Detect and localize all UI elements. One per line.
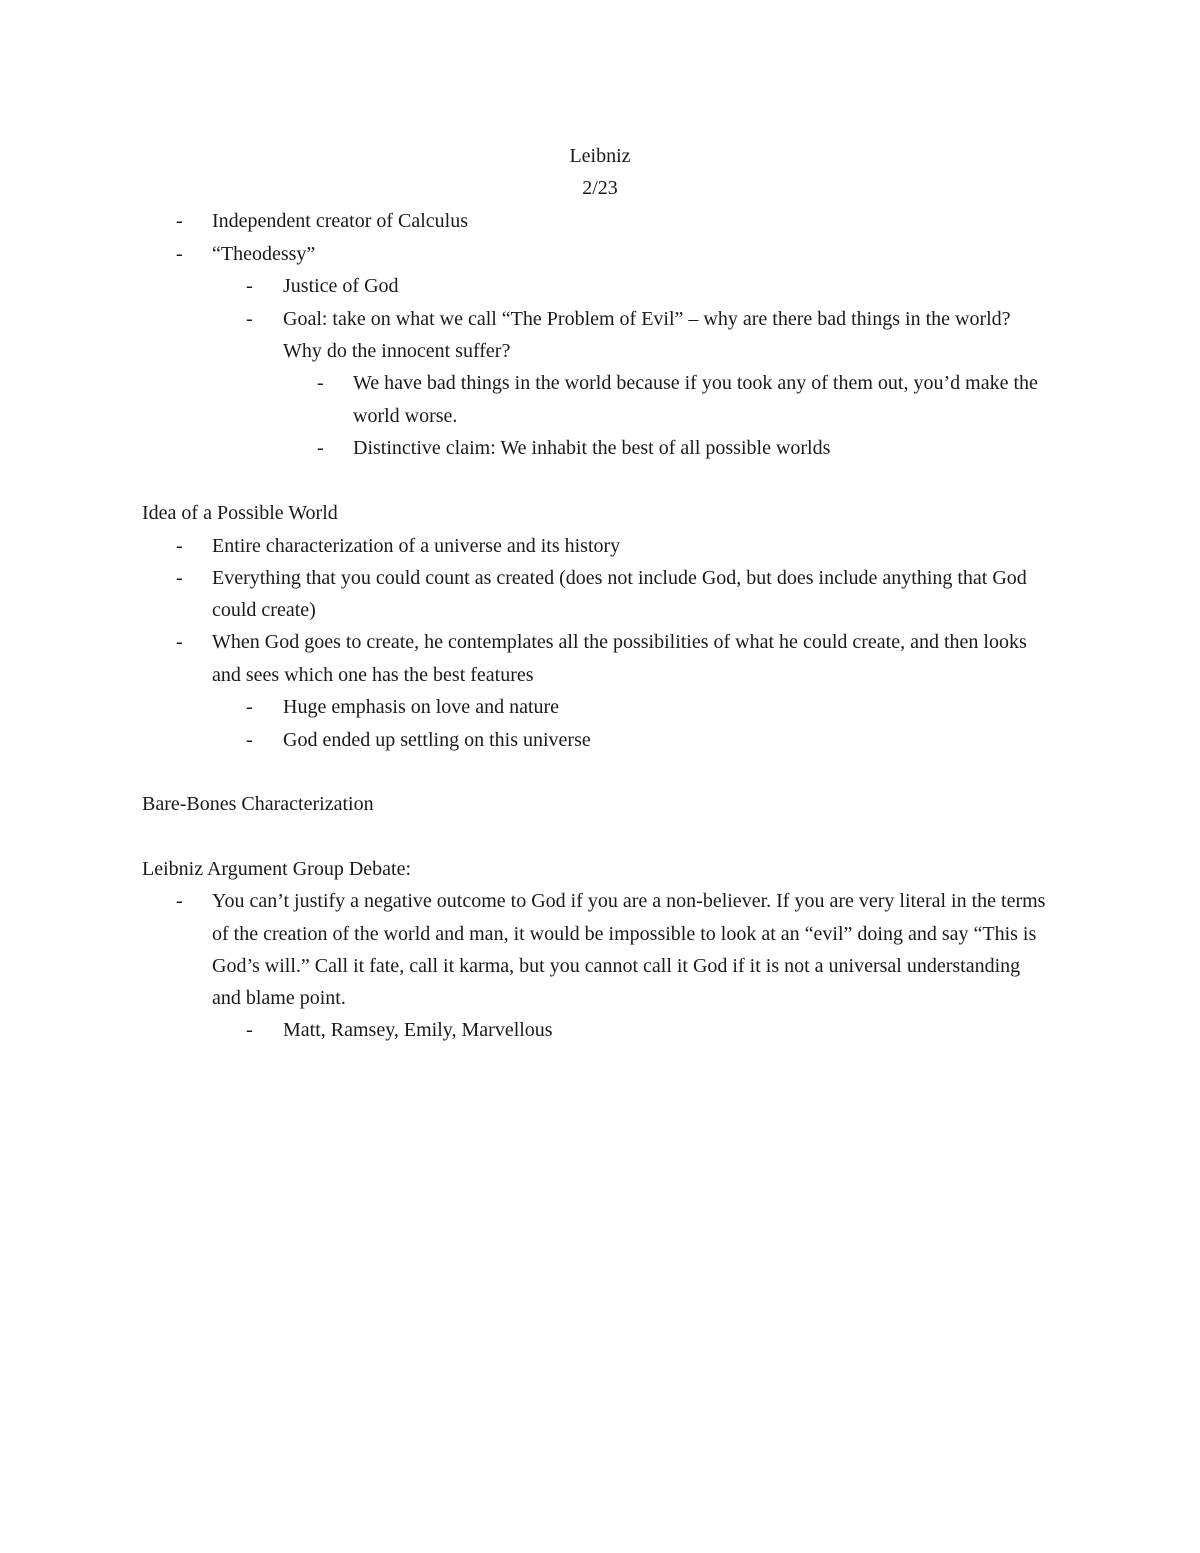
- bullet-dash: -: [246, 696, 253, 718]
- bullet-dash: -: [176, 243, 183, 265]
- bullet-dash: -: [317, 372, 324, 394]
- bullet-dash: -: [246, 308, 253, 330]
- bullet-dash: -: [176, 535, 183, 557]
- list-item: Distinctive claim: We inhabit the best of all possible worlds: [353, 437, 831, 459]
- bullet-dash: -: [317, 437, 324, 459]
- list-item: “Theodessy”: [212, 243, 316, 265]
- list-item-continuation: could create): [212, 599, 316, 621]
- bullet-dash: -: [176, 890, 183, 912]
- list-item: Huge emphasis on love and nature: [283, 696, 560, 718]
- bullet-dash: -: [246, 1019, 253, 1041]
- list-item-continuation: of the creation of the world and man, it would be impossible to look at an “evil” doing and say “This is: [212, 923, 1037, 945]
- list-item: Matt, Ramsey, Emily, Marvellous: [283, 1019, 553, 1041]
- list-item-continuation: God’s will.” Call it fate, call it karma, but you cannot call it God if it is not a universal understanding: [212, 955, 1021, 977]
- bullet-dash: -: [176, 567, 183, 589]
- list-item-continuation: and blame point.: [212, 987, 346, 1009]
- list-item-continuation: and sees which one has the best features: [212, 664, 534, 686]
- list-item-continuation: Why do the innocent suffer?: [283, 340, 511, 362]
- bullet-dash: -: [246, 275, 253, 297]
- document-title: Leibniz: [569, 145, 631, 167]
- bullet-dash: -: [176, 631, 183, 653]
- list-item: Everything that you could count as created (does not include God, but does include anything that God: [212, 567, 1027, 589]
- section-heading: Idea of a Possible World: [142, 502, 338, 524]
- list-item: God ended up settling on this universe: [283, 729, 591, 751]
- section-heading: Bare-Bones Characterization: [142, 793, 374, 815]
- bullet-dash: -: [176, 210, 183, 232]
- list-item: You can’t justify a negative outcome to God if you are a non-believer. If you are very literal in the terms: [212, 890, 1046, 912]
- list-item-continuation: world worse.: [353, 405, 458, 427]
- list-item: Entire characterization of a universe and its history: [212, 535, 621, 557]
- section-heading: Leibniz Argument Group Debate:: [142, 858, 412, 880]
- bullet-dash: -: [246, 729, 253, 751]
- list-item: Justice of God: [283, 275, 399, 297]
- list-item: When God goes to create, he contemplates all the possibilities of what he could create, and then looks: [212, 631, 1027, 653]
- list-item: We have bad things in the world because if you took any of them out, you’d make the: [353, 372, 1038, 394]
- document-date: 2/23: [582, 177, 618, 199]
- list-item: Independent creator of Calculus: [212, 210, 469, 232]
- list-item: Goal: take on what we call “The Problem of Evil” – why are there bad things in the world?: [283, 308, 1011, 330]
